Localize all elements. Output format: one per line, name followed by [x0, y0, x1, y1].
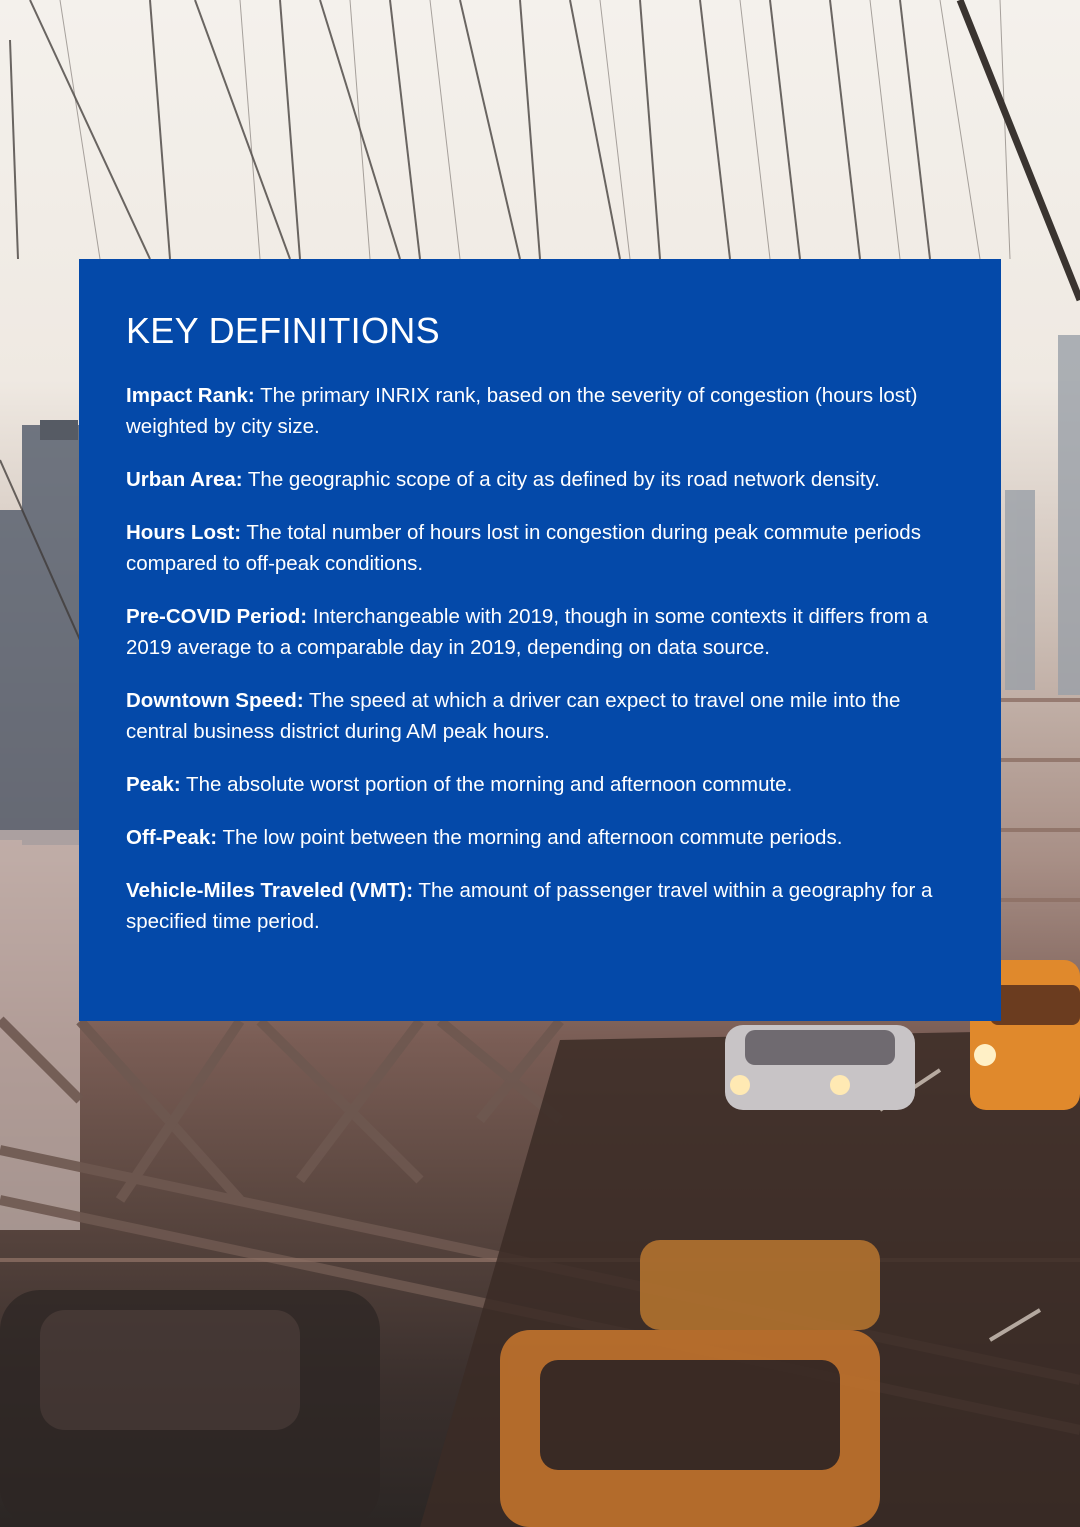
definition-text: The speed at which a driver can expect to travel one mile into the central business district during AM peak hours.	[126, 689, 901, 743]
definition-text: The amount of passenger travel within a geography for a specified time period.	[126, 879, 933, 933]
definition-text: The geographic scope of a city as defined by its road network density.	[247, 468, 880, 491]
definition-text: The absolute worst portion of the morning and afternoon commute.	[186, 773, 793, 796]
definition-term: Vehicle-Miles Traveled (VMT):	[126, 879, 414, 902]
definition-item	[126, 769, 941, 800]
definition-text: Interchangeable with 2019, though in some contexts it differs from a 2019 average to a comparable day in 2019, depending on data source.	[126, 605, 928, 659]
definition-term: Downtown Speed:	[126, 689, 304, 712]
definition-item	[126, 601, 941, 663]
definition-term: Peak:	[126, 773, 181, 796]
definition-text: The primary INRIX rank, based on the severity of congestion (hours lost) weighted by city size.	[126, 384, 918, 438]
definition-item	[126, 875, 941, 937]
definition-item	[126, 380, 941, 442]
definition-item	[126, 822, 941, 853]
definition-item	[126, 464, 941, 495]
definition-term: Impact Rank:	[126, 384, 255, 407]
definition-item	[126, 517, 941, 579]
definition-text: The low point between the morning and afternoon commute periods.	[222, 826, 843, 849]
definition-term: Urban Area:	[126, 468, 243, 491]
page-title: KEY DEFINITIONS	[126, 310, 440, 351]
definition-term: Hours Lost:	[126, 521, 242, 544]
definition-item	[126, 685, 941, 747]
definition-term: Off-Peak:	[126, 826, 218, 849]
definition-term: Pre-COVID Period:	[126, 605, 308, 628]
definition-text: The total number of hours lost in congestion during peak commute periods compared to off-peak conditions.	[126, 521, 921, 575]
key-definitions-panel	[79, 259, 1001, 1021]
